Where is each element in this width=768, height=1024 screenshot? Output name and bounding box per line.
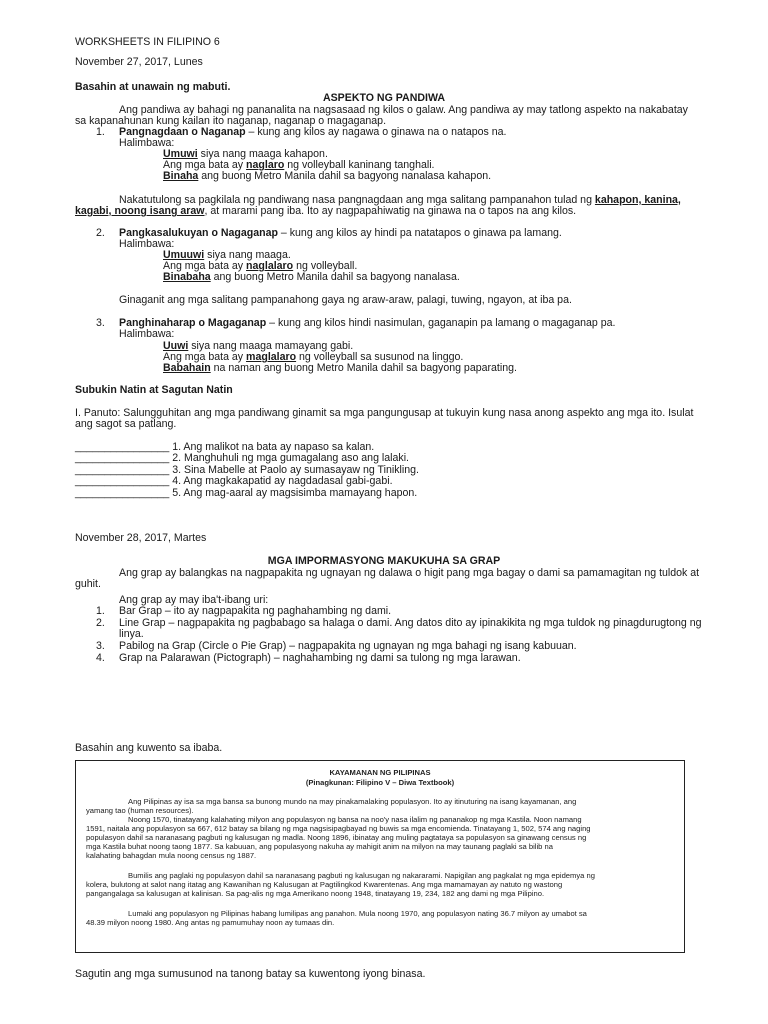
halimbawa-label: Halimbawa: (119, 328, 175, 340)
aspect-number: 2. (96, 227, 105, 239)
example-verb: Uuwi (163, 340, 189, 352)
grap-type-text: Bar Grap – ito ay nagpapakita ng paghahambing ng dami. (119, 605, 392, 617)
story-line: Lumaki ang populasyon ng Pilipinas habang lumilipas ang panahon. Mula noong 1970, ang populasyon nating 36.7 milyon ay umabot sa (128, 909, 587, 918)
story-line: populasyon dahil sa naranasang pagbuti ng kalusugan ng madla. Noong 1896, ibinatay ang muling pagtataya sa populasyon sa ginawang census ng (86, 833, 587, 842)
story-line: Bumilis ang paglaki ng populasyon dahil sa naranasang pagbuti ng kalusugan ng nakararami. Napigilan ang pagkalat ng mga epidemya ng (128, 871, 595, 880)
grap-type-number: 3. (96, 640, 105, 652)
aspect-name: Pangkasalukuyan o Nagaganap (119, 227, 278, 239)
example-post: siya nang maaga. (204, 249, 291, 261)
note-keywords: kagabi, noong isang araw (75, 205, 205, 217)
note-pangnagdaan-line-2 (75, 205, 576, 217)
exercise-item (75, 487, 417, 499)
example-pre: Ang mga bata ay (163, 260, 247, 272)
example-post: siya nang maaga kahapon. (197, 148, 328, 160)
aspect-name: Pangnagdaan o Naganap (119, 126, 246, 138)
example-post: ng volleyball. (293, 260, 358, 272)
worksheet-title: WORKSHEETS IN FILIPINO 6 (75, 36, 220, 48)
read-instruction: Basahin at unawain ng mabuti. (75, 81, 231, 93)
grap-type-number: 1. (96, 605, 105, 617)
aspect-definition (119, 126, 506, 138)
answer-blank[interactable]: ________________ (75, 464, 170, 476)
story-line: 1591, naitala ang populasyon sa 667, 612 batay sa bilang ng mga nagsisipagbayad ng buwis sa mga encomienda. Tinatayang 1, 502, 574 ang naging (86, 824, 591, 833)
example-verb: maglalaro (246, 351, 297, 363)
story-line: mga Kastila buhat noong taong 1877. Sa kabuuan, ang populasyong nakuha ay mahigit anim na milyon na may taunang paglaki sa bilib na (86, 842, 553, 851)
exercise-item (75, 452, 409, 464)
exercise-sentence: 2. Manghuhuli ng mga gumagalang aso ang lalaki. (172, 452, 409, 464)
note-text: , at marami pang iba. Ito ay nagpapahiwatig na ginawa na o tapos na ang kilos. (204, 205, 577, 217)
story-line: kalahating bahagdan mula noong census ng 1887. (86, 851, 257, 860)
panuto-line-1: I. Panuto: Salungguhitan ang mga pandiwang ginamit sa mga pangungusap at tukuyin kung nasa anong aspekto ang mga ito. Isulat (75, 407, 694, 419)
story-line: kolera, bulutong at salot nang itatag ang Kawanihan ng Kalusugan at Pagtilingkod Kwarentenas. Ang mga mamamayan ay natuto ng wastong (86, 880, 563, 889)
example-post: na naman ang buong Metro Manila dahil sa bagyong paparating. (210, 362, 517, 374)
aspect-def: – kung ang kilos ay hindi pa natatapos o ginawa pa lamang. (277, 227, 562, 239)
story-line: 48.39 milyon noong 1980. Ang antas ng pamumuhay noon ay tumaas din. (86, 918, 335, 927)
story-line: pangangalaga sa kalusugan at kalinisan. Sa pag-alis ng mga Amerikano noong 1948, tinatayang 19, 234, 182 ang dami ng mga Pilipino. (86, 889, 545, 898)
story-line: yamang tao (human resources). (86, 806, 194, 815)
note-pangkasalukuyan: Ginaganit ang mga salitang pampanahong gaya ng araw-araw, palagi, tuwing, ngayon, at iba pa. (119, 294, 572, 306)
story-line: Ang Pilipinas ay isa sa mga bansa sa bunong mundo na may pinakamalaking populasyon. Ito ay itinuturing na isang kayamanan, ang (128, 797, 577, 806)
closing-instruction: Sagutin ang mga sumusunod na tanong batay sa kuwentong iyong binasa. (75, 968, 426, 980)
read-story-instruction: Basahin ang kuwento sa ibaba. (75, 742, 223, 754)
grap-type-number: 2. (96, 617, 105, 629)
example-post: ang buong Metro Manila dahil sa bagyong nanalasa kahapon. (198, 170, 492, 182)
intro-line-1: Ang pandiwa ay bahagi ng pananalita na nagsasaad ng kilos o galaw. Ang pandiwa ay may tatlong aspekto na nakabatay (119, 104, 688, 116)
aspect-def: – kung ang kilos hindi nasimulan, gaganapin pa lamang o magaganap pa. (266, 317, 616, 329)
grap-intro-line-1: Ang grap ay balangkas na nagpapakita ng ugnayan ng dalawa o higit pang mga bagay o dami sa pamamagitan ng tuldok at (119, 567, 700, 579)
date-lesson-1: November 27, 2017, Lunes (75, 56, 203, 68)
example-pre: Ang mga bata ay (163, 351, 247, 363)
grap-intro-line-2: guhit. (75, 578, 101, 590)
example-post: siya nang maaga mamayang gabi. (188, 340, 354, 352)
story-title: KAYAMANAN NG PILIPINAS (329, 768, 431, 777)
halimbawa-label: Halimbawa: (119, 137, 175, 149)
exercise-heading: Subukin Natin at Sagutan Natin (75, 384, 233, 396)
story-box (75, 760, 685, 953)
section-heading-grap: MGA IMPORMASYONG MAKUKUHA SA GRAP (267, 555, 501, 567)
answer-blank[interactable]: ________________ (75, 487, 170, 499)
exercise-sentence: 3. Sina Mabelle at Paolo ay sumasayaw ng Tinikling. (172, 464, 419, 476)
example-post: ang buong Metro Manila dahil sa bagyong nanalasa. (210, 271, 460, 283)
grap-type-text: Grap na Palarawan (Pictograph) – naghahambing ng dami sa tulong ng mga larawan. (119, 652, 521, 664)
example-verb: naglalaro (246, 260, 294, 272)
story-source: (Pinagkunan: Filipino V – Diwa Textbook) (305, 778, 455, 787)
example-sentence (163, 271, 460, 283)
aspect-number: 3. (96, 317, 105, 329)
example-verb: Umuuwi (163, 249, 205, 261)
exercise-item (75, 475, 393, 487)
aspect-definition (119, 317, 615, 329)
example-verb: Babahain (163, 362, 211, 374)
answer-blank[interactable]: ________________ (75, 452, 170, 464)
note-text: Nakatutulong sa pagkilala ng pandiwang nasa pangnagdaan ang mga salitang pampanahon tulad ng (119, 194, 595, 206)
grap-type-text-cont: linya. (119, 628, 144, 640)
example-verb: Binaha (163, 170, 199, 182)
grap-type-text: Pabilog na Grap (Circle o Pie Grap) – nagpapakita ng ugnayan ng mga bahagi ng isang kabuuan. (119, 640, 577, 652)
example-post: ng volleyball sa susunod na linggo. (296, 351, 464, 363)
aspect-name: Panghinaharap o Magaganap (119, 317, 267, 329)
panuto-line-2: ang sagot sa patlang. (75, 418, 177, 430)
section-heading-aspekto: ASPEKTO NG PANDIWA (322, 92, 446, 104)
grap-types-intro: Ang grap ay may iba't-ibang uri: (119, 594, 269, 606)
answer-blank[interactable]: ________________ (75, 441, 170, 453)
note-keywords: kahapon, kanina, (594, 194, 681, 206)
grap-type-text: Line Grap – nagpapakita ng pagbabago sa halaga o dami. Ang datos dito ay ipinakikita ng mga tuldok ng pinagdurugtong ng (119, 617, 702, 629)
example-verb: Umuwi (163, 148, 198, 160)
answer-blank[interactable]: ________________ (75, 475, 170, 487)
example-post: ng volleyball kaninang tanghali. (284, 159, 435, 171)
example-sentence (163, 170, 491, 182)
exercise-sentence: 1. Ang malikot na bata ay napaso sa kalan. (172, 441, 375, 453)
aspect-number: 1. (96, 126, 105, 138)
date-lesson-2: November 28, 2017, Martes (75, 532, 207, 544)
exercise-sentence: 4. Ang magkakapatid ay nagdadasal gabi-gabi. (172, 475, 393, 487)
story-line: Noong 1570, tinatayang kalahating milyon ang populasyon ng bansa na noo'y nasa ilalim ng pananakop ng mga Kastila. Noon namang (128, 815, 582, 824)
aspect-definition (119, 227, 562, 239)
grap-type-number: 4. (96, 652, 105, 664)
example-pre: Ang mga bata ay (163, 159, 247, 171)
exercise-sentence: 5. Ang mag-aaral ay magsisimba mamayang hapon. (172, 487, 418, 499)
example-sentence (163, 362, 517, 374)
example-verb: naglaro (246, 159, 285, 171)
aspect-def: – kung ang kilos ay nagawa o ginawa na o natapos na. (245, 126, 507, 138)
example-verb: Binabaha (163, 271, 211, 283)
intro-line-2: sa kapanahunan kung kailan ito naganap, naganap o magaganap. (75, 115, 387, 127)
halimbawa-label: Halimbawa: (119, 238, 175, 250)
